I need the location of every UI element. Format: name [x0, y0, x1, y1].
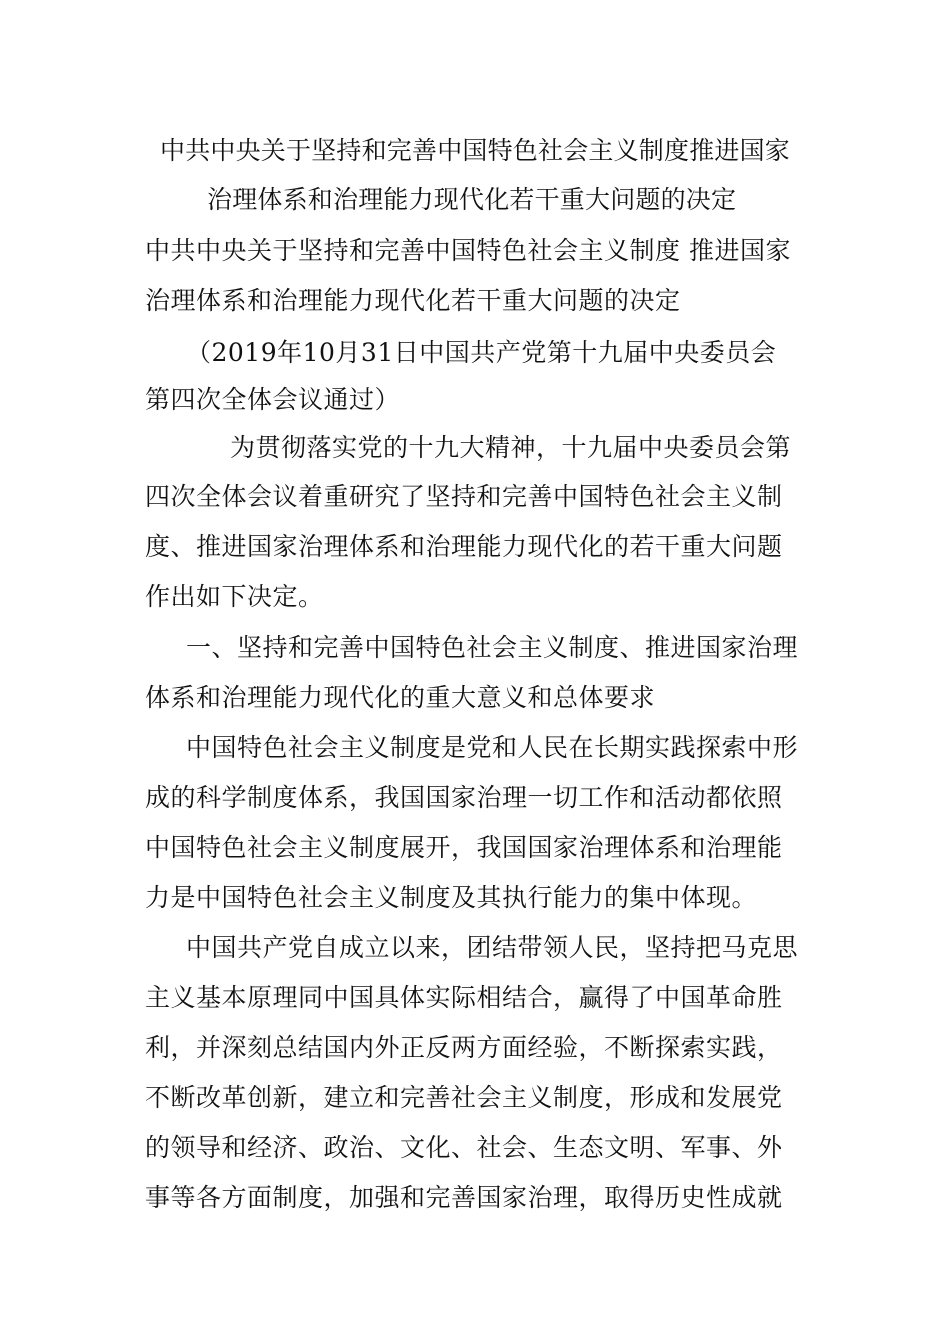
paragraph2-line-5: 的领导和经济、政治、文化、社会、生态文明、军事、外 [145, 1133, 783, 1162]
section-heading-line-1: 一、坚持和完善中国特色社会主义制度、推进国家治理 [186, 633, 799, 662]
intro-line-2: 四次全体会议着重研究了坚持和完善中国特色社会主义制 [145, 482, 783, 511]
paragraph2-line-2: 主义基本原理同中国具体实际相结合，赢得了中国革命胜 [145, 983, 783, 1012]
intro-line-1: 为贯彻落实党的十九大精神，十九届中央委员会第 [230, 433, 792, 462]
paragraph1-line-1: 中国特色社会主义制度是党和人民在长期实践探索中形 [186, 733, 799, 762]
paragraph1-line-2: 成的科学制度体系，我国国家治理一切工作和活动都依照 [145, 783, 783, 812]
document-subtitle-line-2: 治理体系和治理能力现代化若干重大问题的决定 [145, 286, 681, 315]
intro-line-4: 作出如下决定。 [145, 582, 324, 611]
date-note-line-1: （2019年10月31日中国共产党第十九届中央委员会 [186, 338, 777, 367]
date-note-line-2: 第四次全体会议通过） [145, 385, 401, 414]
paragraph2-line-6: 事等各方面制度，加强和完善国家治理，取得历史性成就 [145, 1183, 783, 1212]
section-heading-line-2: 体系和治理能力现代化的重大意义和总体要求 [145, 683, 656, 712]
paragraph1-line-4: 力是中国特色社会主义制度及其执行能力的集中体现。 [145, 883, 758, 912]
paragraph1-line-3: 中国特色社会主义制度展开，我国国家治理体系和治理能 [145, 833, 783, 862]
paragraph2-line-1: 中国共产党自成立以来，团结带领人民，坚持把马克思 [186, 933, 799, 962]
document-title-line-1: 中共中央关于坚持和完善中国特色社会主义制度推进国家 [160, 136, 791, 165]
paragraph2-line-3: 利，并深刻总结国内外正反两方面经验，不断探索实践， [145, 1033, 783, 1062]
document-title-line-2: 治理体系和治理能力现代化若干重大问题的决定 [207, 185, 737, 214]
paragraph2-line-4: 不断改革创新，建立和完善社会主义制度，形成和发展党 [145, 1083, 783, 1112]
document-subtitle-line-1: 中共中央关于坚持和完善中国特色社会主义制度 推进国家 [145, 236, 791, 265]
intro-line-3: 度、推进国家治理体系和治理能力现代化的若干重大问题 [145, 532, 783, 561]
